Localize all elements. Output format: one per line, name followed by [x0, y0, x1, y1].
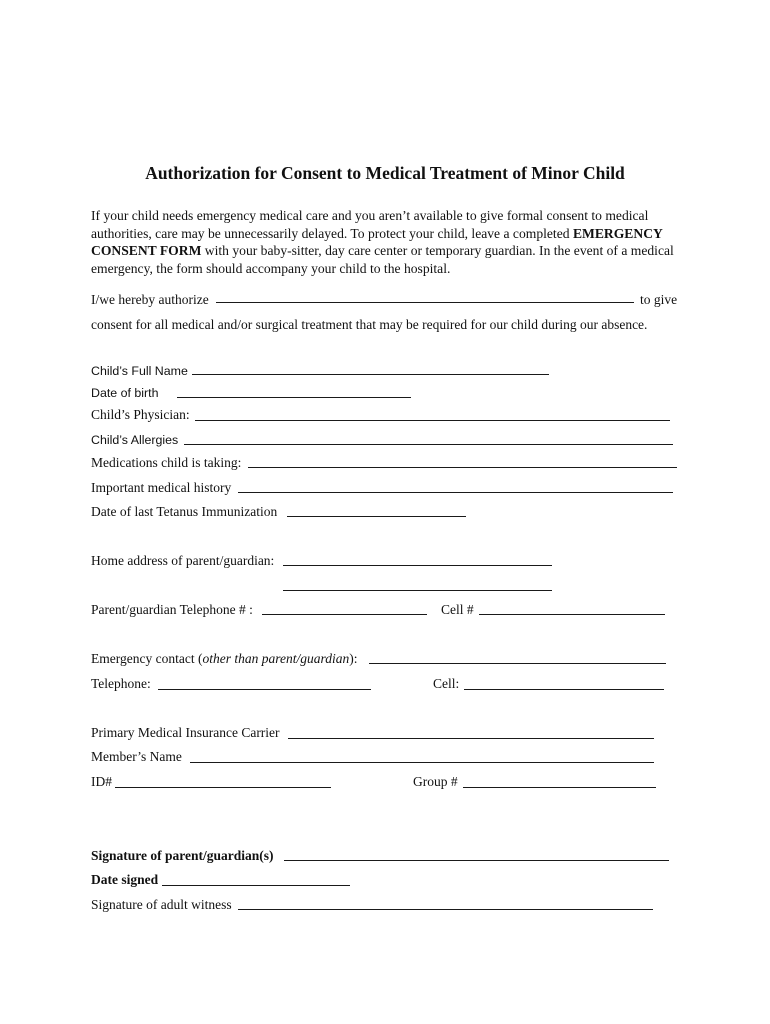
child-name-label: Child’s Full Name	[91, 364, 188, 378]
date-signed-field[interactable]	[162, 885, 350, 886]
allergies-field[interactable]	[184, 444, 673, 445]
home-address-label: Home address of parent/guardian:	[91, 553, 275, 568]
history-label: Important medical history	[91, 480, 232, 495]
group-field[interactable]	[463, 787, 656, 788]
id-field[interactable]	[115, 787, 331, 788]
emergency-contact-label	[91, 650, 357, 668]
tetanus-label: Date of last Tetanus Immunization	[91, 504, 278, 519]
home-address-field-2[interactable]	[283, 590, 552, 591]
cell-field[interactable]	[464, 689, 664, 690]
intro-text-1: If your child needs emergency medical care and you aren’t available to give formal consent to medical authorities, care may be unnecessarily delayed. To protect your child, leave a completed	[91, 208, 649, 241]
allergies-label: Child’s Allergies	[91, 433, 179, 447]
home-address-field-1[interactable]	[283, 565, 552, 566]
medications-label: Medications child is taking:	[91, 455, 242, 470]
intro-text-2: with your baby-sitter, day care center or temporary guardian. In the event of a medical emergency, the form should accompany your child to the hospital.	[91, 243, 674, 276]
member-name-field[interactable]	[190, 762, 654, 763]
parent-phone-label: Parent/guardian Telephone # :	[91, 602, 253, 617]
id-label: ID#	[91, 774, 112, 789]
cell-label: Cell:	[433, 676, 460, 691]
child-name-field[interactable]	[192, 374, 549, 375]
insurance-carrier-field[interactable]	[288, 738, 654, 739]
emergency-label-suffix: ):	[349, 651, 358, 666]
emergency-label-prefix: Emergency contact (	[91, 651, 203, 666]
signature-parent-field[interactable]	[284, 860, 669, 861]
signature-witness-field[interactable]	[238, 909, 653, 910]
authorize-continuation: consent for all medical and/or surgical treatment that may be required for our child during our absence.	[91, 317, 648, 332]
authorize-name-field[interactable]	[216, 302, 634, 303]
dob-field[interactable]	[177, 397, 411, 398]
parent-phone-field[interactable]	[262, 614, 427, 615]
physician-field[interactable]	[195, 420, 670, 421]
page-title: Authorization for Consent to Medical Treatment of Minor Child	[145, 163, 625, 183]
emergency-label-italic: other than parent/guardian	[202, 651, 350, 666]
date-signed-label: Date signed	[91, 872, 159, 887]
signature-witness-label: Signature of adult witness	[91, 897, 232, 912]
medications-field[interactable]	[248, 467, 677, 468]
telephone-label: Telephone:	[91, 676, 151, 691]
physician-label: Child’s Physician:	[91, 407, 190, 422]
authorize-label: I/we hereby authorize	[91, 292, 209, 307]
authorize-suffix: to give	[640, 292, 678, 307]
intro-paragraph	[91, 207, 681, 277]
parent-cell-label: Cell #	[441, 602, 474, 617]
parent-cell-field[interactable]	[479, 614, 665, 615]
dob-label: Date of birth	[91, 386, 159, 400]
intro-bold-form-name: EMERGENCY CONSENT FORM	[91, 225, 663, 259]
tetanus-field[interactable]	[287, 516, 466, 517]
group-label: Group #	[413, 774, 458, 789]
emergency-contact-field[interactable]	[369, 663, 666, 664]
insurance-carrier-label: Primary Medical Insurance Carrier	[91, 725, 280, 740]
history-field[interactable]	[238, 492, 673, 493]
member-name-label: Member’s Name	[91, 749, 182, 764]
telephone-field[interactable]	[158, 689, 371, 690]
signature-parent-label: Signature of parent/guardian(s)	[91, 848, 274, 863]
